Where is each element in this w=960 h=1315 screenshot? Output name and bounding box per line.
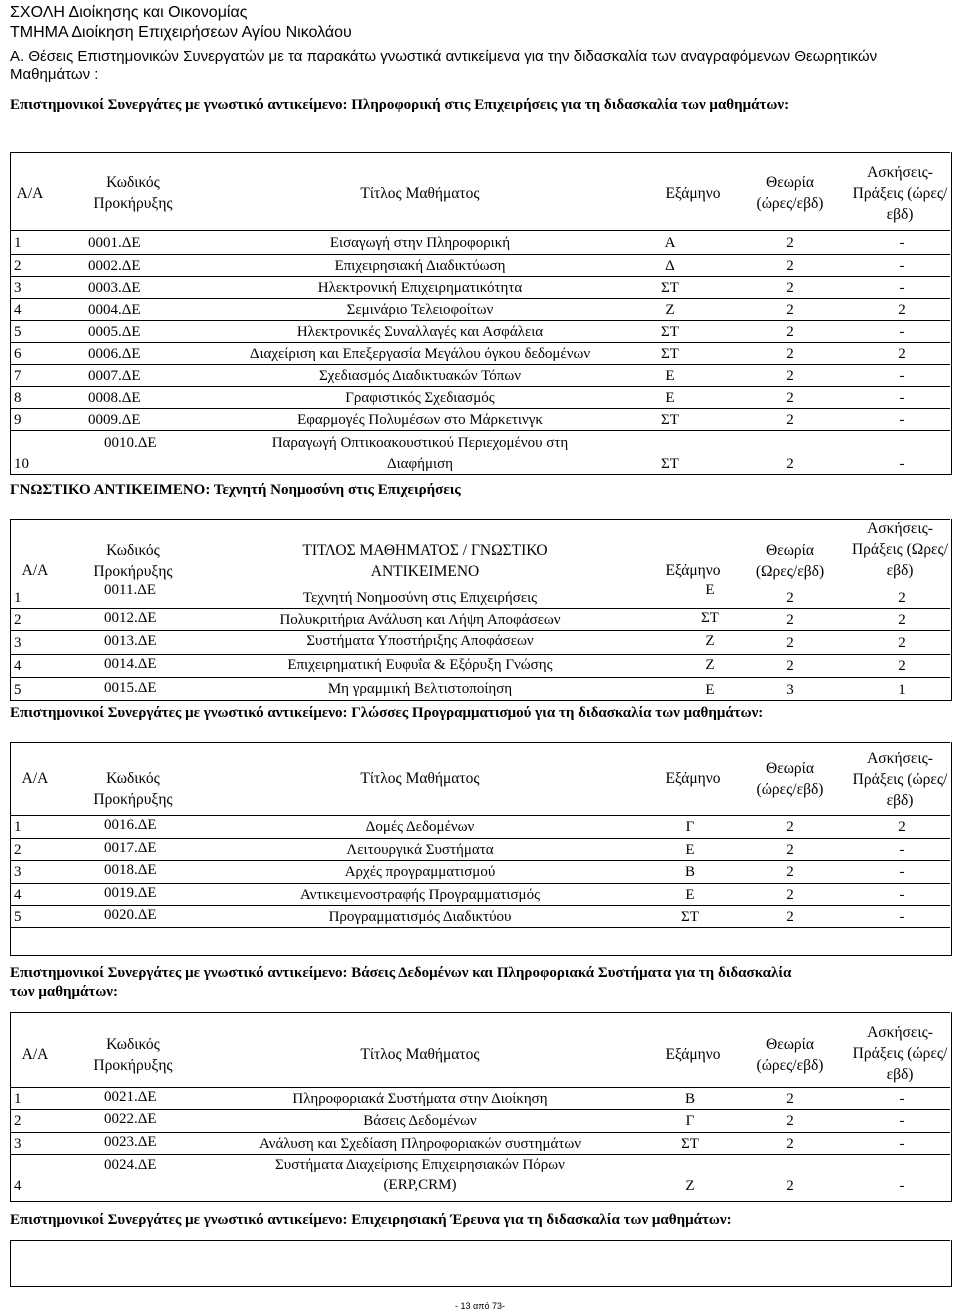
cell-title-line2: (ERP,CRM): [383, 1177, 457, 1193]
row-divider: [10, 364, 950, 365]
cell-code: 0024.ΔΕ: [104, 1157, 157, 1173]
row-divider: [10, 677, 950, 678]
cell-practice: -: [899, 368, 905, 384]
cell-semester: ΣΤ: [661, 456, 679, 472]
cell-theory: 2: [786, 368, 794, 384]
cell-practice: -: [899, 1178, 905, 1194]
cell-title: Αντικειμενοστραφής Προγραμματισμός: [299, 887, 541, 903]
cell-practice: -: [899, 258, 905, 274]
cell-code: 0010.ΔΕ: [104, 435, 157, 451]
col-header-semester: Εξάμηνο: [665, 562, 721, 579]
cell-semester: Γ: [685, 819, 695, 835]
cell-practice: 2: [898, 346, 906, 362]
cell-code: 0001.ΔΕ: [88, 235, 141, 251]
col-header-title: ΤΙΤΛΟΣ ΜΑΘΗΜΑΤΟΣ / ΓΝΩΣΤΙΚΟ ΑΝΤΙΚΕΙΜΕΝΟ: [302, 542, 548, 580]
table-3-header-divider: [10, 815, 950, 816]
cell-aa: 3: [14, 1136, 22, 1152]
cell-theory: 2: [786, 887, 794, 903]
row-divider: [10, 608, 950, 609]
cell-semester: Α: [664, 235, 676, 251]
cell-aa: 9: [14, 412, 22, 428]
cell-practice: 2: [898, 590, 906, 606]
table-2-top-border: [10, 519, 950, 520]
cell-practice: -: [899, 412, 905, 428]
cell-title: Λειτουργικά Συστήματα: [346, 842, 494, 858]
cell-practice: 2: [898, 658, 906, 674]
row-divider: [10, 927, 950, 928]
col-header-aa: Α/Α: [21, 562, 49, 579]
table-3-top-border: [10, 742, 950, 743]
cell-title: Εισαγωγή στην Πληροφορική: [329, 235, 511, 251]
cell-theory: 2: [786, 864, 794, 880]
cell-practice: -: [899, 1136, 905, 1152]
cell-title-line1: Παραγωγή Οπτικοακουστικού Περιεχομένου στη: [271, 435, 569, 451]
cell-practice: 2: [898, 635, 906, 651]
cell-semester: ΣΤ: [661, 412, 679, 428]
table-5-top-border: [10, 1240, 950, 1241]
cell-theory: 2: [786, 280, 794, 296]
cell-aa: 3: [14, 864, 22, 880]
col-header-aa: Α/Α: [16, 185, 44, 202]
department-name: ΤΜΗΜΑ Διοίκηση Επιχειρήσεων Αγίου Νικολάου: [10, 24, 352, 41]
cell-title: Ηλεκτρονικές Συναλλαγές και Ασφάλεια: [296, 324, 544, 340]
cell-title: Βάσεις Δεδομένων: [363, 1113, 477, 1129]
cell-title: Επιχειρηματική Ευφυΐα & Εξόρυξη Γνώσης: [287, 657, 553, 673]
col-header-theory: Θεωρία (ώρες/εβδ): [756, 760, 824, 798]
col-header-practice: Ασκήσεις-Πράξεις (Ωρες/εβδ): [851, 520, 949, 579]
cell-title: Διαχείριση και Επεξεργασία Μεγάλου όγκου δεδομένων: [249, 346, 591, 362]
cell-theory: 2: [786, 235, 794, 251]
cell-code: 0009.ΔΕ: [88, 412, 141, 428]
cell-code: 0006.ΔΕ: [88, 346, 141, 362]
cell-semester: Β: [684, 1091, 695, 1107]
cell-title: Επιχειρησιακή Διαδικτύωση: [334, 258, 506, 274]
cell-practice: -: [899, 1113, 905, 1129]
cell-theory: 2: [786, 346, 794, 362]
row-divider: [10, 320, 950, 321]
cell-title: Αρχές προγραμματισμού: [344, 864, 496, 880]
col-header-title: Τίτλος Μαθήματος: [360, 185, 480, 202]
cell-theory: 2: [786, 390, 794, 406]
cell-semester: Δ: [665, 258, 675, 274]
cell-semester: ΣΤ: [681, 1136, 699, 1152]
cell-code: 0008.ΔΕ: [88, 390, 141, 406]
page-number: - 13 από 73-: [455, 1301, 505, 1311]
cell-title: Ηλεκτρονική Επιχειρηματικότητα: [317, 280, 523, 296]
cell-practice: -: [899, 887, 905, 903]
cell-semester: ΣΤ: [681, 909, 699, 925]
col-header-semester: Εξάμηνο: [665, 185, 721, 202]
cell-aa: 8: [14, 390, 22, 406]
cell-practice: 2: [898, 612, 906, 628]
col-header-title: Τίτλος Μαθήματος: [360, 1046, 480, 1063]
row-divider: [10, 630, 950, 631]
cell-theory: 2: [786, 258, 794, 274]
cell-practice: 2: [898, 302, 906, 318]
cell-practice: -: [899, 864, 905, 880]
cell-semester: ΣΤ: [661, 346, 679, 362]
cell-aa: 7: [14, 368, 22, 384]
cell-practice: 2: [898, 819, 906, 835]
col-header-practice: Ασκήσεις-Πράξεις (ώρες/εβδ): [852, 1024, 948, 1083]
col-header-semester: Εξάμηνο: [665, 770, 721, 787]
cell-theory: 2: [786, 456, 794, 472]
cell-code: 0002.ΔΕ: [88, 258, 141, 274]
school-name: ΣΧΟΛΗ Διοίκησης και Οικονομίας: [10, 4, 248, 21]
col-header-practice: Ασκήσεις-Πράξεις (ώρες/εβδ): [852, 164, 948, 223]
col-header-code: Κωδικός Προκήρυξης: [93, 174, 173, 212]
row-divider: [10, 905, 950, 906]
cell-semester: Ζ: [705, 657, 715, 673]
cell-title: Σεμινάριο Τελειοφοίτων: [346, 302, 494, 318]
cell-code: 0005.ΔΕ: [88, 324, 141, 340]
cell-aa: 3: [14, 280, 22, 296]
cell-aa: 5: [14, 682, 22, 698]
cell-semester: Β: [684, 864, 695, 880]
cell-code: 0012.ΔΕ: [104, 610, 157, 626]
cell-semester: ΣΤ: [661, 324, 679, 340]
cell-theory: 2: [786, 612, 794, 628]
cell-aa: 5: [14, 909, 22, 925]
cell-theory: 2: [786, 324, 794, 340]
col-header-code: Κωδικός Προκήρυξης: [93, 770, 173, 808]
cell-practice: -: [899, 909, 905, 925]
row-divider: [10, 838, 950, 839]
cell-theory: 2: [786, 1113, 794, 1129]
cell-title: Πολυκριτήρια Ανάλυση και Λήψη Αποφάσεων: [279, 612, 561, 628]
cell-semester: Ζ: [705, 633, 715, 649]
cell-aa: 2: [14, 1113, 22, 1129]
row-divider: [10, 386, 950, 387]
col-header-practice: Ασκήσεις-Πράξεις (ώρες/εβδ): [852, 750, 948, 809]
table-4-top-border: [10, 1012, 950, 1013]
row-divider: [10, 860, 950, 861]
cell-title: Τεχνητή Νοημοσύνη στις Επιχειρήσεις: [302, 590, 538, 606]
row-divider: [10, 298, 950, 299]
cell-semester: Γ: [685, 1113, 695, 1129]
cell-aa: 4: [14, 1178, 22, 1194]
table-5-frame: [10, 1240, 952, 1287]
cell-theory: 2: [786, 819, 794, 835]
cell-code: 0016.ΔΕ: [104, 817, 157, 833]
cell-aa: 1: [14, 819, 22, 835]
cell-theory: 2: [786, 302, 794, 318]
cell-code: 0015.ΔΕ: [104, 680, 157, 696]
col-header-theory: Θεωρία (ώρες/εβδ): [756, 174, 824, 212]
row-divider: [10, 1109, 950, 1110]
row-divider: [10, 430, 950, 431]
row-divider: [10, 1154, 950, 1155]
row-divider: [10, 254, 950, 255]
table-1-header-divider: [10, 230, 950, 231]
cell-code: 0007.ΔΕ: [88, 368, 141, 384]
cell-semester: Ε: [705, 582, 715, 598]
col-header-aa: Α/Α: [21, 1046, 49, 1063]
cell-title: Πληροφοριακά Συστήματα στην Διοίκηση: [292, 1091, 548, 1107]
cell-theory: 3: [786, 682, 794, 698]
cell-theory: 2: [786, 1178, 794, 1194]
cell-aa: 1: [14, 235, 22, 251]
cell-aa: 2: [14, 842, 22, 858]
cell-title: Γραφιστικός Σχεδιασμός: [345, 390, 495, 406]
cell-practice: -: [899, 390, 905, 406]
row-divider: [10, 408, 950, 409]
col-header-semester: Εξάμηνο: [665, 1046, 721, 1063]
cell-code: 0019.ΔΕ: [104, 885, 157, 901]
cell-practice: -: [899, 324, 905, 340]
section-4-title-line2: των μαθημάτων:: [10, 984, 119, 1000]
col-header-title: Τίτλος Μαθήματος: [360, 770, 480, 787]
cell-theory: 2: [786, 1136, 794, 1152]
cell-code: 0004.ΔΕ: [88, 302, 141, 318]
col-header-code: Κωδικός Προκήρυξης: [93, 1036, 173, 1074]
cell-title: Ανάλυση και Σχεδίαση Πληροφοριακών συστημάτων: [258, 1136, 582, 1152]
cell-aa: 1: [14, 1091, 22, 1107]
cell-semester: ΣΤ: [701, 610, 719, 626]
cell-title: Δομές Δεδομένων: [365, 819, 475, 835]
cell-title: Προγραμματισμός Διαδικτύου: [328, 909, 512, 925]
cell-practice: -: [899, 1091, 905, 1107]
cell-code: 0023.ΔΕ: [104, 1134, 157, 1150]
cell-code: 0021.ΔΕ: [104, 1089, 157, 1105]
cell-title: Σχεδιασμός Διαδικτυακών Τόπων: [318, 368, 522, 384]
section-3-title: Επιστημονικοί Συνεργάτες με γνωστικό αντικείμενο: Γλώσσες Προγραμματισμού για τη διδασκαλία των μαθημάτων:: [10, 705, 764, 721]
cell-aa: 1: [14, 590, 22, 606]
cell-title-line2: Διαφήμιση: [386, 456, 454, 472]
intro-text: A. Θέσεις Επιστημονικών Συνεργατών με τα παρακάτω γνωστικά αντικείμενα για την διδασκαλία των αναγραφόμενων Θεωρητικών Μαθημάτων :: [10, 48, 878, 83]
section-2-title: ΓΝΩΣΤΙΚΟ ΑΝΤΙΚΕΙΜΕΝΟ: Τεχνητή Νοημοσύνη στις Επιχειρήσεις: [10, 482, 461, 498]
cell-title: Εφαρμογές Πολυμέσων στο Μάρκετινγκ: [297, 412, 543, 428]
row-divider: [10, 474, 950, 475]
row-divider: [10, 1132, 950, 1133]
cell-theory: 2: [786, 1091, 794, 1107]
cell-aa: 10: [14, 456, 29, 472]
table-1-top-border: [10, 152, 950, 153]
cell-theory: 2: [786, 658, 794, 674]
cell-semester: ΣΤ: [661, 280, 679, 296]
cell-code: 0022.ΔΕ: [104, 1111, 157, 1127]
cell-aa: 2: [14, 258, 22, 274]
cell-practice: -: [899, 280, 905, 296]
cell-semester: Ε: [665, 390, 675, 406]
cell-practice: -: [899, 842, 905, 858]
cell-theory: 2: [786, 635, 794, 651]
cell-semester: Ε: [665, 368, 675, 384]
cell-semester: Ζ: [685, 1178, 695, 1194]
cell-theory: 2: [786, 412, 794, 428]
row-divider: [10, 883, 950, 884]
cell-semester: Ζ: [665, 302, 675, 318]
section-4-title-line1: Επιστημονικοί Συνεργάτες με γνωστικό αντικείμενο: Βάσεις Δεδομένων και Πληροφοριακά Συστήματα για τη διδασκαλία: [10, 965, 792, 981]
cell-code: 0020.ΔΕ: [104, 907, 157, 923]
col-header-theory: Θεωρία (Ωρες/εβδ): [755, 542, 825, 580]
cell-aa: 6: [14, 346, 22, 362]
cell-practice: 1: [898, 682, 906, 698]
cell-title: Μη γραμμική Βελτιστοποίηση: [327, 681, 513, 697]
cell-theory: 2: [786, 842, 794, 858]
cell-title-line1: Συστήματα Διαχείρισης Επιχειρησιακών Πόρων: [275, 1157, 565, 1173]
cell-aa: 2: [14, 612, 22, 628]
section-1-title: Επιστημονικοί Συνεργάτες με γνωστικό αντικείμενο: Πληροφορική στις Επιχειρήσεις για τη διδασκαλία των μαθημάτων:: [10, 97, 790, 113]
cell-semester: Ε: [685, 842, 695, 858]
col-header-code: Κωδικός Προκήρυξης: [93, 542, 173, 580]
cell-aa: 4: [14, 658, 22, 674]
cell-semester: Ε: [705, 682, 715, 698]
cell-practice: -: [899, 235, 905, 251]
col-header-theory: Θεωρία (ώρες/εβδ): [756, 1036, 824, 1074]
cell-code: 0011.ΔΕ: [104, 582, 157, 598]
row-divider: [10, 276, 950, 277]
cell-aa: 4: [14, 302, 22, 318]
row-divider: [10, 342, 950, 343]
cell-semester: Ε: [685, 887, 695, 903]
table-4-header-divider: [10, 1087, 950, 1088]
cell-aa: 5: [14, 324, 22, 340]
cell-code: 0003.ΔΕ: [88, 280, 141, 296]
cell-title: Συστήματα Υποστήριξης Αποφάσεων: [306, 633, 534, 649]
cell-code: 0014.ΔΕ: [104, 656, 157, 672]
section-5-title: Επιστημονικοί Συνεργάτες με γνωστικό αντικείμενο: Επιχειρησιακή Έρευνα για τη διδασκαλία των μαθημάτων:: [10, 1212, 732, 1228]
cell-practice: -: [899, 456, 905, 472]
cell-code: 0013.ΔΕ: [104, 633, 157, 649]
cell-aa: 4: [14, 887, 22, 903]
cell-aa: 3: [14, 635, 22, 651]
cell-theory: 2: [786, 909, 794, 925]
cell-theory: 2: [786, 590, 794, 606]
cell-code: 0017.ΔΕ: [104, 840, 157, 856]
row-divider: [10, 654, 950, 655]
cell-code: 0018.ΔΕ: [104, 862, 157, 878]
col-header-aa: Α/Α: [21, 770, 49, 787]
